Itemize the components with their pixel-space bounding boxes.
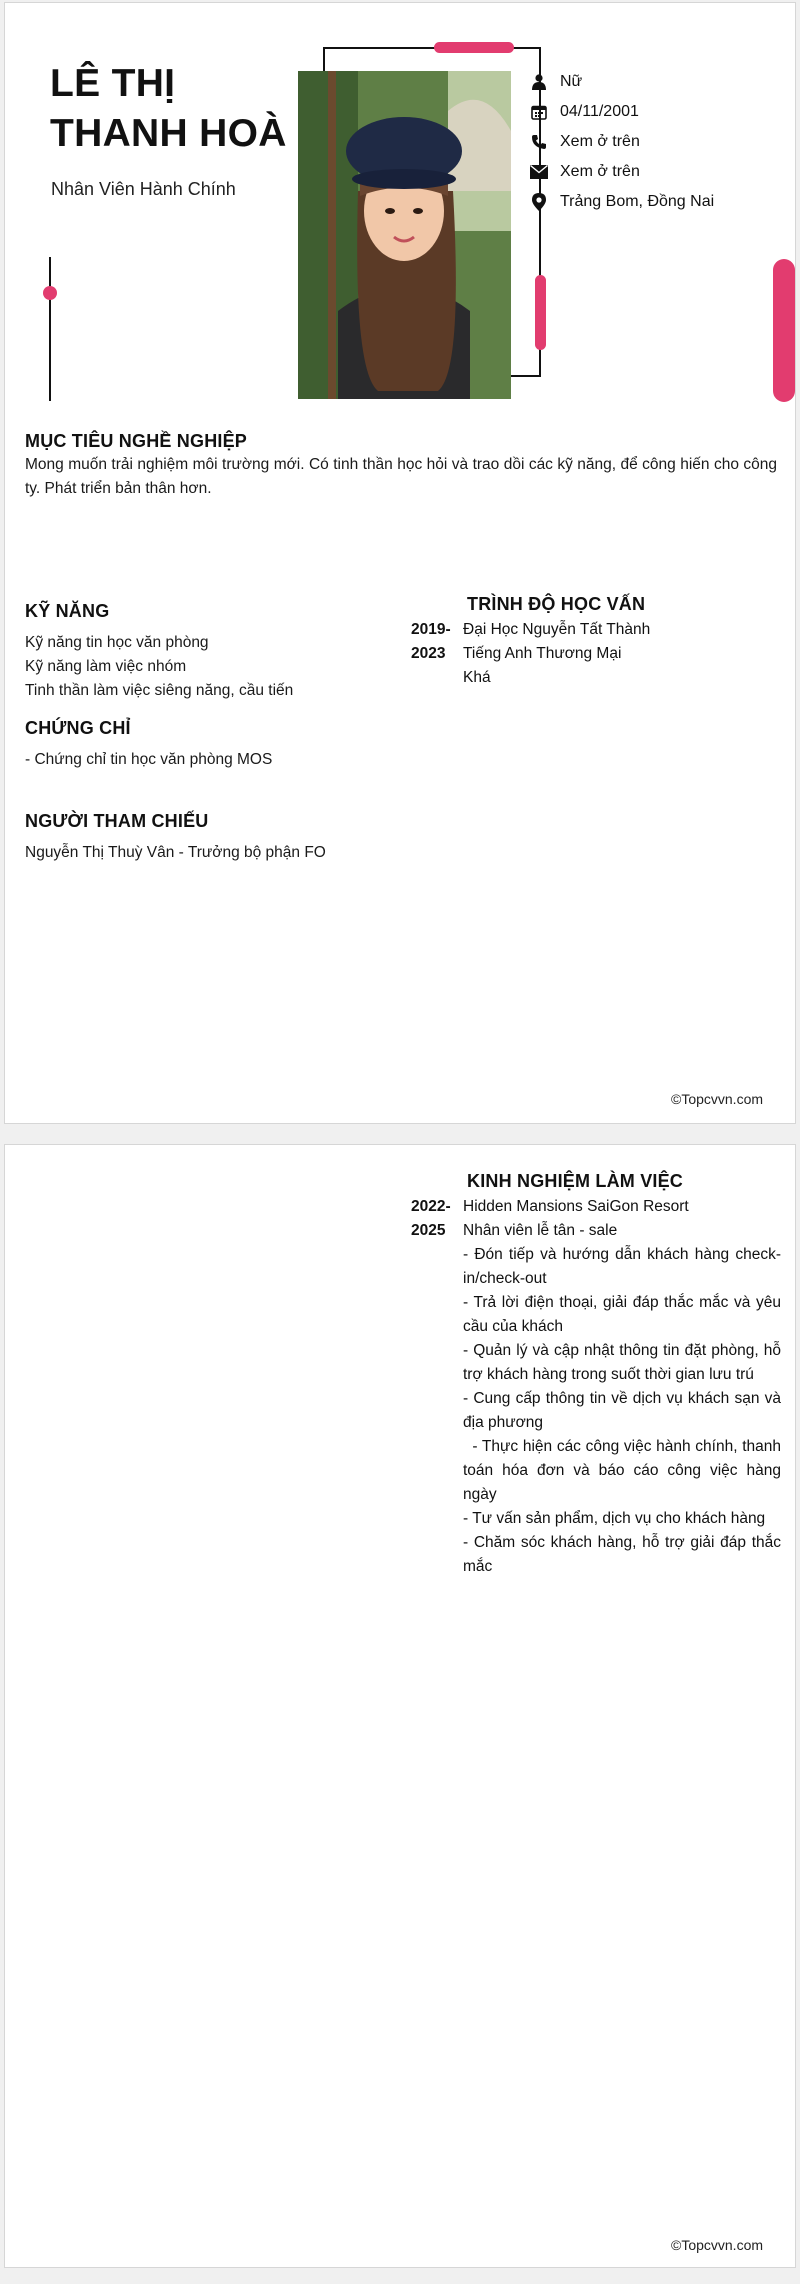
education-major: Tiếng Anh Thương Mại	[463, 645, 622, 662]
experience-year-start: 2022-	[411, 1198, 451, 1215]
experience-position: Nhân viên lễ tân - sale	[463, 1222, 618, 1239]
education-grade: Khá	[463, 669, 491, 686]
references-list	[25, 841, 326, 865]
experience-details	[463, 1195, 786, 1579]
address-value: Trảng Bom, Đồng Nai	[560, 193, 715, 210]
calendar-icon	[530, 103, 548, 121]
photo-frame-accent-right	[535, 275, 546, 350]
experience-duty: - Trả lời điện thoại, giải đáp thắc mắc và yêu cầu của khách	[463, 1294, 781, 1335]
envelope-icon	[530, 163, 548, 181]
objective-title: MỤC TIÊU NGHỀ NGHIỆP	[25, 431, 248, 451]
certificates-title: CHỨNG CHỈ	[25, 718, 131, 738]
experience-duty: - Tư vấn sản phẩm, dịch vụ cho khách hàng	[463, 1510, 766, 1527]
photo-frame-accent-top	[434, 42, 514, 53]
certificates-list	[25, 748, 272, 772]
experience-duty: - Thực hiện các công việc hành chính, thanh toán hóa đơn và báo cáo công việc hàng ngày	[463, 1438, 786, 1503]
candidate-name	[50, 59, 287, 159]
contact-address	[530, 193, 714, 211]
skills-title: KỸ NĂNG	[25, 601, 110, 621]
cv-page-2	[4, 1144, 796, 2268]
education-year-start: 2019-	[411, 621, 451, 638]
cv-page-1	[4, 2, 796, 1124]
photo-frame-bottom	[511, 375, 541, 377]
left-decor-dot	[43, 286, 57, 300]
footer-copyright: ©Topcvvn.com	[671, 2237, 764, 2253]
reference-item: Nguyễn Thị Thuỳ Vân - Trưởng bộ phận FO	[25, 844, 326, 861]
objective-text: Mong muốn trải nghiệm môi trường mới. Có tinh thần học hỏi và trao dồi các kỹ năng, để công hiến cho công ty. Phát triển bản thân hơn.	[25, 456, 777, 497]
person-icon	[530, 73, 548, 91]
gender-value: Nữ	[560, 73, 583, 90]
experience-duty: - Quản lý và cập nhật thông tin đặt phòng, hỗ trợ khách hàng trong suốt thời gian lưu trú	[463, 1342, 781, 1383]
footer-copyright: ©Topcvvn.com	[671, 1091, 764, 1107]
certificate-item: - Chứng chỉ tin học văn phòng MOS	[25, 751, 273, 768]
phone-value: Xem ở trên	[560, 133, 640, 150]
email-value: Xem ở trên	[560, 163, 640, 180]
experience-company: Hidden Mansions SaiGon Resort	[463, 1198, 689, 1215]
left-decor-line	[49, 257, 51, 401]
name-line-2: THANH HOÀ	[50, 112, 287, 155]
education-title: TRÌNH ĐỘ HỌC VẤN	[467, 594, 646, 614]
contact-email	[530, 163, 640, 181]
experience-duty: - Cung cấp thông tin về dịch vụ khách sạn và địa phương	[463, 1390, 781, 1431]
skill-item: Kỹ năng tin học văn phòng	[25, 634, 209, 651]
birthdate-value: 04/11/2001	[560, 103, 639, 120]
education-school: Đại Học Nguyễn Tất Thành	[463, 621, 651, 638]
skill-item: Tinh thần làm việc siêng năng, cầu tiến	[25, 682, 294, 699]
education-details	[463, 618, 783, 690]
photo-frame-left	[323, 47, 325, 73]
experience-title: KINH NGHIỆM LÀM VIỆC	[467, 1171, 684, 1191]
skills-list	[25, 631, 293, 703]
contact-phone	[530, 133, 640, 151]
right-edge-accent	[773, 259, 795, 402]
contact-gender	[530, 73, 582, 91]
experience-duty: - Đón tiếp và hướng dẫn khách hàng check-in/check-out	[463, 1246, 781, 1287]
name-line-1: LÊ THỊ	[50, 62, 176, 105]
phone-icon	[530, 133, 548, 151]
experience-year-end: 2025	[411, 1222, 446, 1239]
profile-photo-illustration	[298, 71, 511, 399]
profile-photo	[298, 71, 511, 399]
contact-birthdate	[530, 103, 639, 121]
experience-duty: - Chăm sóc khách hàng, hỗ trợ giải đáp thắc mắc	[463, 1534, 781, 1575]
job-title: Nhân Viên Hành Chính	[51, 179, 236, 199]
education-year-end: 2023	[411, 645, 446, 662]
location-pin-icon	[530, 193, 548, 211]
references-title: NGƯỜI THAM CHIẾU	[25, 811, 209, 831]
skill-item: Kỹ năng làm việc nhóm	[25, 658, 187, 675]
